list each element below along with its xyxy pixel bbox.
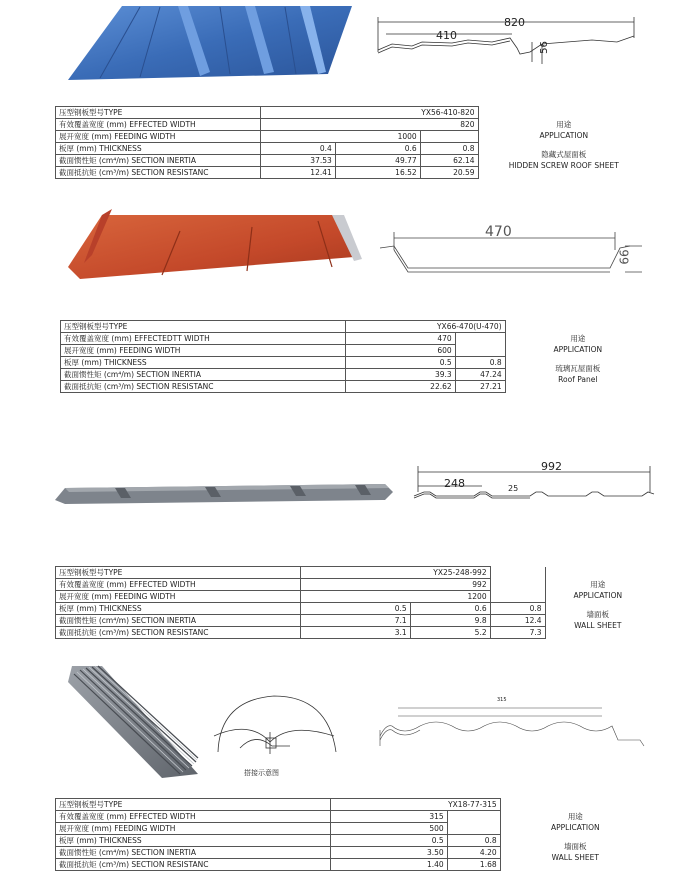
feeding-width-value: 1200 [300,591,490,603]
use-cn: 琉璃瓦屋面板 [555,364,601,374]
usage-cell [505,357,650,393]
model-value: YX56-410-820 [260,107,478,119]
usage-cell [500,835,650,871]
resistance-1: 22.62 [345,381,455,393]
application-header [505,333,650,357]
spec-table-yx18 [55,798,650,871]
use-en: WALL SHEET [551,852,599,862]
app-cn: 用途 [590,580,606,590]
dim-992: 992 [541,460,562,473]
row-thickness-label: 板厚 (mm) THICKNESS [61,357,346,369]
row-thickness-label: 板厚 (mm) THICKNESS [56,143,261,155]
inertia-1: 3.50 [330,847,447,859]
effected-width-value: 470 [345,333,455,345]
model-value: YX18-77-315 [330,799,500,811]
row-resistance-label: 截面抵抗矩 (cm³/m) SECTION RESISTANC [56,167,261,179]
row-type-label: 压型钢板型号TYPE [61,321,346,333]
resistance-1: 3.1 [300,627,410,639]
thickness-2: 0.6 [410,603,490,615]
inertia-3: 12.4 [490,615,545,627]
thickness-3: 0.8 [420,143,478,155]
thickness-2: 0.8 [447,835,500,847]
thickness-2: 0.8 [455,357,505,369]
application-header [478,119,649,143]
use-cn: 隐藏式屋面板 [541,150,587,160]
dim-25: 25 [508,484,519,493]
dim-410: 410 [436,29,457,42]
row-thickness-label: 板厚 (mm) THICKNESS [56,603,301,615]
inertia-3: 62.14 [420,155,478,167]
app-en: APPLICATION [553,344,603,354]
row-resistance-label: 截面抵抗矩 (cm³/m) SECTION RESISTANC [61,381,346,393]
row-feeding-width-label: 展开宽度 (mm) FEEDING WIDTH [56,823,331,835]
inertia-2: 4.20 [447,847,500,859]
inertia-2: 49.77 [335,155,420,167]
app-cn: 用途 [570,334,586,344]
row-effected-width-label: 有效覆盖宽度 (mm) EFFECTEDTT WIDTH [61,333,346,345]
gray-wall-panel-image [55,470,395,510]
resistance-2: 1.68 [447,859,500,871]
feeding-width-value: 500 [330,823,447,835]
dim-248: 248 [444,477,465,490]
thickness-1: 0.5 [345,357,455,369]
app-cn: 用途 [556,120,572,130]
usage-cell [545,603,650,639]
effected-width-value: 315 [330,811,447,823]
resistance-2: 27.21 [455,381,505,393]
row-feeding-width-label: 展开宽度 (mm) FEEDING WIDTH [56,131,261,143]
feeding-width-value: 1000 [260,131,420,143]
thickness-1: 0.5 [300,603,410,615]
resistance-3: 7.3 [490,627,545,639]
row-resistance-label: 截面抵抗矩 (cm³/m) SECTION RESISTANC [56,859,331,871]
resistance-1: 12.41 [260,167,335,179]
usage-cell [478,143,649,179]
spec-table-yx66 [60,320,650,393]
resistance-3: 20.59 [420,167,478,179]
row-inertia-label: 截面惯性矩 (cm⁴/m) SECTION INERTIA [56,155,261,167]
app-cn: 用途 [567,812,583,822]
model-value: YX66-470(U-470) [345,321,505,333]
inertia-2: 9.8 [410,615,490,627]
blue-roof-panel-image [60,2,360,82]
thickness-1: 0.5 [330,835,447,847]
use-cn: 墙面板 [586,610,610,620]
spec-table-yx25 [55,566,650,639]
inertia-1: 7.1 [300,615,410,627]
overlap-detail-drawing [210,692,340,762]
inertia-2: 47.24 [455,369,505,381]
app-en: APPLICATION [539,130,589,140]
feeding-width-value: 600 [345,345,455,357]
dim-56: 56 [538,41,550,54]
row-resistance-label: 截面抵抗矩 (cm³/m) SECTION RESISTANC [56,627,301,639]
row-effected-width-label: 有效覆盖宽度 (mm) EFFECTED WIDTH [56,579,301,591]
effected-width-value: 820 [260,119,478,131]
row-feeding-width-label: 展开宽度 (mm) FEEDING WIDTH [61,345,346,357]
resistance-2: 5.2 [410,627,490,639]
inertia-1: 37.53 [260,155,335,167]
overlap-detail-caption: 搭接示意图 [244,769,279,777]
spec-table-yx56 [55,106,649,179]
row-inertia-label: 截面惯性矩 (cm⁴/m) SECTION INERTIA [56,615,301,627]
dim-470: 470 [485,224,512,240]
dim-315: 315 [497,697,507,703]
resistance-1: 1.40 [330,859,447,871]
application-header [545,579,650,603]
profile-drawing-yx18 [374,696,656,760]
thickness-1: 0.4 [260,143,335,155]
row-thickness-label: 板厚 (mm) THICKNESS [56,835,331,847]
inertia-1: 39.3 [345,369,455,381]
use-en: HIDDEN SCREW ROOF SHEET [508,160,619,170]
row-feeding-width-label: 展开宽度 (mm) FEEDING WIDTH [56,591,301,603]
thickness-2: 0.6 [335,143,420,155]
row-type-label: 压型钢板型号TYPE [56,799,331,811]
use-en: WALL SHEET [574,620,622,630]
app-en: APPLICATION [573,590,623,600]
row-type-label: 压型钢板型号TYPE [56,107,261,119]
corrugated-wall-panel-image [62,662,202,782]
profile-drawing-yx66 [380,222,645,282]
row-type-label: 压型钢板型号TYPE [56,567,301,579]
thickness-3: 0.8 [490,603,545,615]
effected-width-value: 992 [300,579,490,591]
application-header [500,811,650,835]
red-roof-panel-image [62,205,362,285]
app-en: APPLICATION [550,822,600,832]
row-inertia-label: 截面惯性矩 (cm⁴/m) SECTION INERTIA [61,369,346,381]
dim-820: 820 [504,16,525,29]
use-en: Roof Panel [558,374,598,384]
dim-66: 66 [617,249,632,265]
row-inertia-label: 截面惯性矩 (cm⁴/m) SECTION INERTIA [56,847,331,859]
model-value: YX25-248-992 [300,567,490,579]
row-effected-width-label: 有效覆盖宽度 (mm) EFFECTED WIDTH [56,119,261,131]
resistance-2: 16.52 [335,167,420,179]
row-effected-width-label: 有效覆盖宽度 (mm) EFFECTED WIDTH [56,811,331,823]
use-cn: 墙面板 [564,842,587,852]
